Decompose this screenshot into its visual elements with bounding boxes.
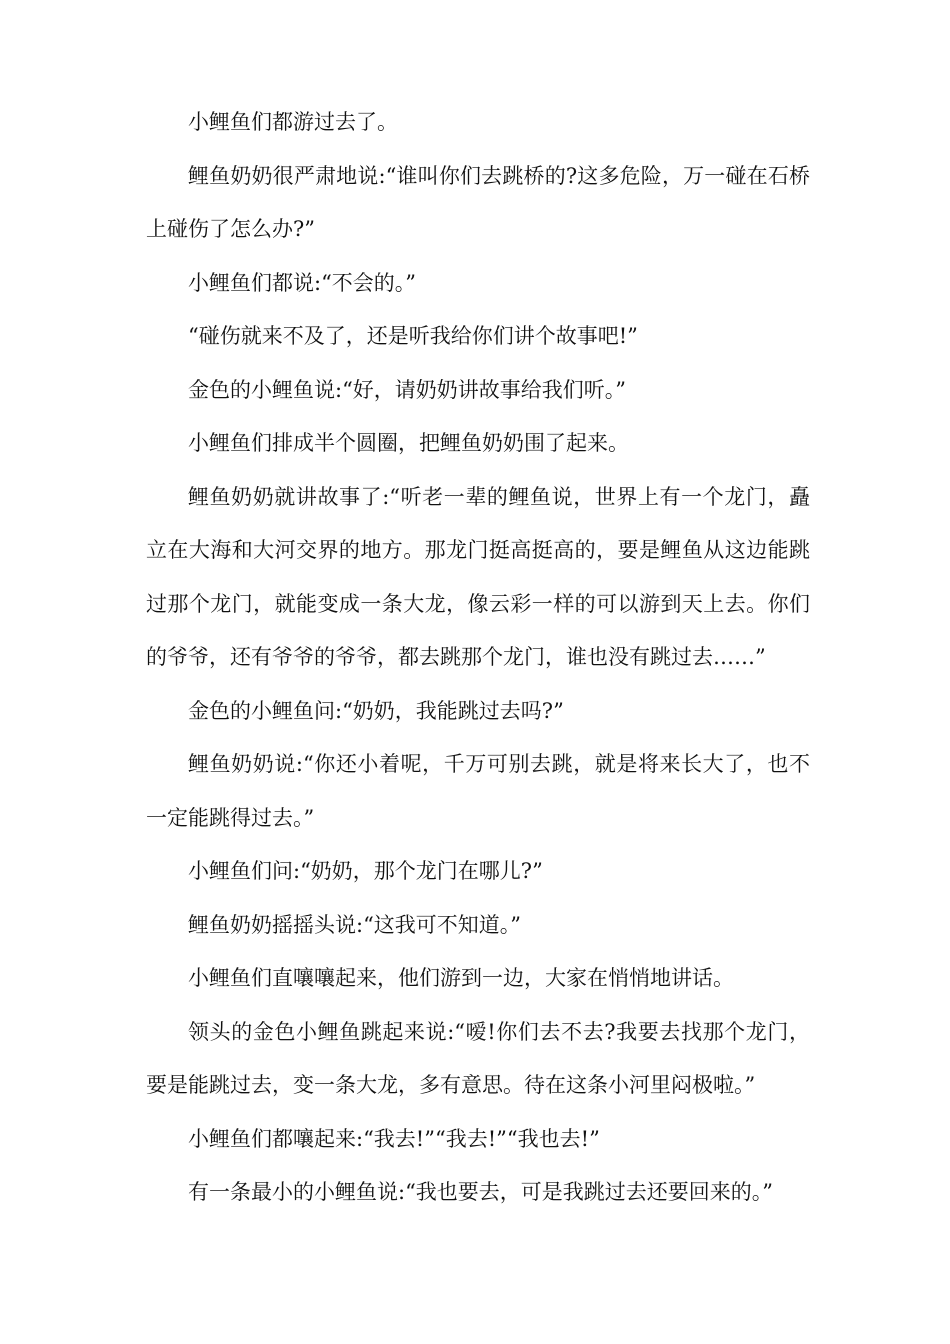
story-paragraph: 鲤鱼奶奶摇摇头说:“这我可不知道。” xyxy=(188,912,522,937)
story-paragraph: 金色的小鲤鱼问:“奶奶，我能跳过去吗?” xyxy=(188,698,564,723)
story-paragraph: “碰伤就来不及了，还是听我给你们讲个故事吧!” xyxy=(188,324,638,348)
story-paragraph: 鲤鱼奶奶说:“你还小着呢，千万可别去跳，就是将来长大了，也不一定能跳得过去。” xyxy=(146,752,810,830)
story-paragraph: 领头的金色小鲤鱼跳起来说:“嗳!你们去不去?我要去找那个龙门，要是能跳过去，变一条大龙，多有意思。待在这条小河里闷极啦。” xyxy=(146,1019,810,1097)
story-paragraph: 小鲤鱼们排成半个圆圈，把鲤鱼奶奶围了起来。 xyxy=(188,431,629,455)
story-paragraph: 有一条最小的小鲤鱼说:“我也要去，可是我跳过去还要回来的。” xyxy=(188,1180,774,1204)
story-paragraph: 小鲤鱼们都说:“不会的。” xyxy=(188,270,417,295)
story-paragraph: 小鲤鱼们都游过去了。 xyxy=(188,110,398,134)
story-paragraph: 小鲤鱼们都嚷起来:“我去!”“我去!”“我也去!” xyxy=(188,1126,600,1151)
story-paragraph: 小鲤鱼们问:“奶奶，那个龙门在哪儿?” xyxy=(188,859,543,883)
story-paragraph: 鲤鱼奶奶很严肃地说:“谁叫你们去跳桥的?这多危险，万一碰在石桥上碰伤了怎么办?” xyxy=(146,163,810,241)
story-paragraph: 小鲤鱼们直嚷嚷起来，他们游到一边，大家在悄悄地讲话。 xyxy=(188,966,734,990)
story-paragraph: 鲤鱼奶奶就讲故事了:“听老一辈的鲤鱼说，世界上有一个龙门，矗立在大海和大河交界的地方。那龙门挺高挺高的，要是鲤鱼从这边能跳过那个龙门，就能变成一条大龙，像云彩一样的可以游到天上去。你们的爷爷，还有爷爷的爷爷，都去跳那个龙门，谁也没有跳过去……” xyxy=(146,484,810,669)
document-page xyxy=(146,96,810,1220)
story-paragraph: 金色的小鲤鱼说:“好，请奶奶讲故事给我们听。” xyxy=(188,377,627,402)
